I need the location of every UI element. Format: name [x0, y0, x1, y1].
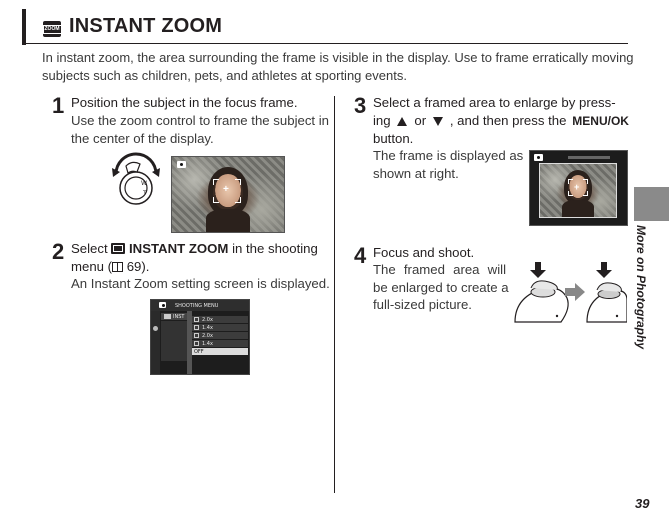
step-2-line-1	[71, 240, 318, 258]
step-2-menu-word: menu (	[71, 259, 113, 274]
step-3-line-2-post: , and then press the	[449, 113, 567, 128]
step-3-line-1: Select a framed area to enlarge by press-	[373, 95, 616, 110]
menu-tab-icon	[153, 326, 158, 331]
menu-ok-button-label: MENU/OK	[572, 114, 629, 128]
column-divider	[334, 96, 335, 493]
step-2-line-2	[71, 258, 149, 276]
intro-line-1: In instant zoom, the area surrounding the frame is visible in the display. Use to frame erratically moving	[42, 50, 634, 65]
menu-option-1: 2.0x	[192, 316, 248, 323]
menu-option-2: 1.4x	[192, 324, 248, 331]
step-1-number: 1	[52, 93, 65, 118]
enlarge-frame: +	[568, 179, 588, 196]
step-1-lcd-preview	[171, 156, 285, 233]
step-3-ing: ing	[373, 113, 391, 128]
step-3-text-2: shown at right.	[373, 166, 459, 181]
zoom-w-label: W	[141, 180, 147, 187]
instant-zoom-inline-icon	[111, 243, 125, 254]
step-1-text-1: Use the zoom control to frame the subject in	[71, 113, 330, 128]
camera-mode-icon	[534, 154, 543, 161]
step-1-lead: Position the subject in the focus frame.	[71, 95, 298, 110]
step-4-text-2: be enlarged to create a	[373, 280, 509, 295]
intro-line-2: subjects such as children, pets, and athletes at sporting events.	[42, 68, 407, 83]
header-rule	[22, 43, 628, 44]
menu-option-3: 2.0x	[192, 332, 248, 339]
chapter-tab-label: More on Photography	[634, 225, 648, 349]
step-2-select-word: Select	[71, 241, 108, 256]
up-arrow-icon	[397, 117, 407, 126]
step-2-mode-name: INSTANT ZOOM	[129, 241, 229, 256]
menu-option-4: 1.4x	[192, 340, 248, 347]
step-3-line-3: button.	[373, 131, 414, 146]
step-4-text-3: full-sized picture.	[373, 297, 472, 312]
camera-mode-icon	[177, 161, 186, 168]
menu-header-label: SHOOTING MENU	[175, 303, 219, 309]
shutter-press-icon	[513, 258, 627, 324]
chapter-tab-marker	[634, 187, 669, 221]
menu-camera-icon	[159, 302, 166, 308]
instant-zoom-area	[539, 163, 617, 218]
step-2-text: An Instant Zoom setting screen is displayed.	[71, 276, 330, 291]
page-reference-icon	[112, 262, 123, 272]
menu-option-off: OFF	[192, 348, 248, 355]
menu-item-instant-zoom: INST	[161, 313, 191, 320]
page-number: 39	[635, 496, 650, 511]
down-arrow-icon	[433, 117, 443, 126]
zoom-t-label: T	[143, 190, 147, 197]
step-1-text-2: the center of the display.	[71, 131, 214, 146]
step-4-lead: Focus and shoot.	[373, 245, 475, 260]
header-accent-bar	[22, 9, 26, 45]
step-2-line-1-post: in the shooting	[232, 241, 318, 256]
menu-header	[151, 300, 249, 311]
page-title: INSTANT ZOOM	[69, 15, 223, 37]
step-2-number: 2	[52, 239, 65, 264]
step-4-number: 4	[354, 243, 367, 268]
step-4-text-1: The framed area will	[373, 262, 506, 277]
step-3-lcd-preview	[529, 150, 628, 226]
step-2-page-ref: 69).	[126, 259, 150, 274]
shooting-menu-screen	[150, 299, 250, 375]
instant-zoom-mode-icon: ZOOM	[43, 21, 61, 37]
zoom-bar	[568, 156, 610, 159]
focus-frame: +	[213, 179, 241, 203]
step-3-text-1: The frame is displayed as	[373, 148, 524, 163]
step-3-or: or	[414, 113, 427, 128]
zoom-control-icon	[110, 152, 162, 210]
step-3-line-2	[373, 112, 629, 130]
step-3-number: 3	[354, 93, 367, 118]
